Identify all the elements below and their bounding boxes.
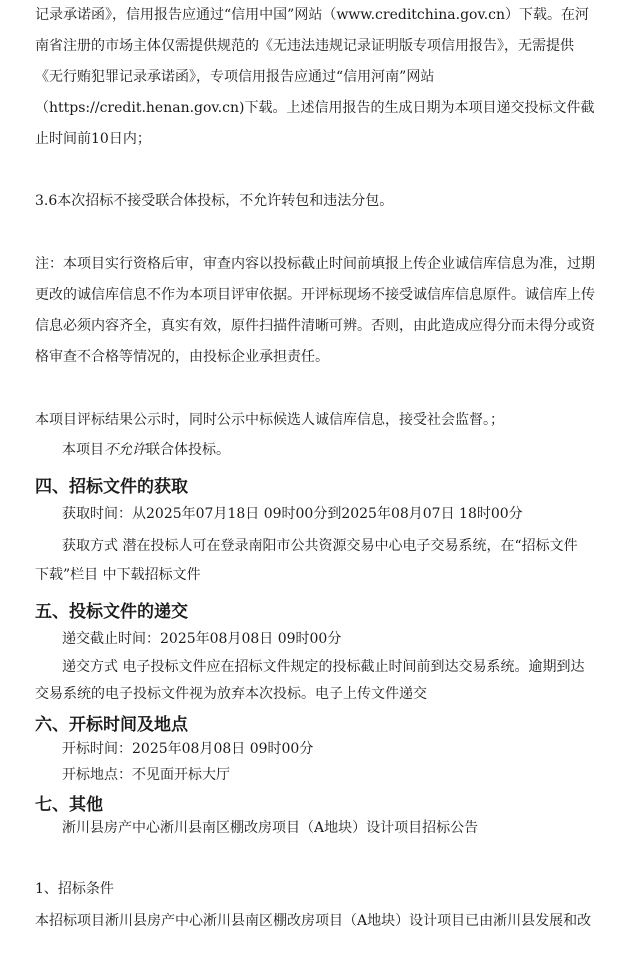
note-line2: 更改的诚信库信息不作为本项目评审依据。开评标现场不接受诚信库信息原件。诚信库上传 bbox=[35, 287, 595, 303]
section-5-heading: 五、投标文件的递交 bbox=[35, 602, 188, 622]
para1-line2: 南省注册的市场主体仅需提供规范的《无违法违规记录证明版专项信用报告》，无需提供 bbox=[35, 38, 574, 54]
opening-time: 开标时间：2025年08月08日 09时00分 bbox=[62, 741, 314, 757]
para1-line1: 记录承诺函》，信用报告应通过“信用中国”网站（www.creditchina.gov.cn）下载。在河 bbox=[35, 7, 590, 23]
consortium-line bbox=[62, 441, 230, 459]
section-4-heading: 四、招标文件的获取 bbox=[35, 477, 188, 497]
obtain-time: 获取时间：从2025年07月18日 09时00分到2025年08月07日 18时00分 bbox=[62, 506, 523, 522]
para1-line4: （https://credit.henan.gov.cn)下载。上述信用报告的生成日期为本项目递交投标文件截 bbox=[35, 100, 595, 116]
item-3-6: 3.6本次招标不接受联合体投标，不允许转包和违法分包。 bbox=[35, 193, 394, 209]
note-line1: 注：本项目实行资格后审，审查内容以投标截止时间前填报上传企业诚信库信息为准，过期 bbox=[35, 256, 595, 272]
submit-deadline: 递交截止时间：2025年08月08日 09时00分 bbox=[62, 631, 342, 647]
submit-method-line1: 递交方式 电子投标文件应在招标文件规定的投标截止时间前到达交易系统。逾期到达 bbox=[62, 659, 585, 675]
para1-line3: 《无行贿犯罪记录承诺函》，专项信用报告应通过“信用河南”网站 bbox=[35, 69, 435, 85]
para1-line5: 止时间前10日内； bbox=[35, 131, 151, 147]
note-line4: 格审查不合格等情况的，由投标企业承担责任。 bbox=[35, 349, 329, 365]
announcement-title: 淅川县房产中心淅川县南区棚改房项目（A地块）设计项目招标公告 bbox=[62, 820, 479, 836]
obtain-method-line1: 获取方式 潜在投标人可在登录南阳市公共资源交易中心电子交易系统，在“招标文件 bbox=[62, 538, 578, 554]
opening-place: 开标地点：不见面开标大厅 bbox=[62, 767, 230, 783]
consortium-suffix: 联合体投标。 bbox=[146, 442, 230, 458]
conditions-heading: 1、招标条件 bbox=[35, 881, 114, 897]
publicity-line: 本项目评标结果公示时，同时公示中标候选人诚信库信息，接受社会监督。； bbox=[35, 412, 504, 428]
submit-method-line2: 交易系统的电子投标文件视为放弃本次投标。电子上传文件递交 bbox=[35, 686, 427, 702]
consortium-italic: 不允许 bbox=[104, 442, 146, 458]
section-7-heading: 七、其他 bbox=[35, 795, 103, 815]
obtain-method-line2: 下载”栏目 中下载招标文件 bbox=[35, 567, 201, 583]
consortium-prefix: 本项目 bbox=[62, 442, 104, 458]
note-line3: 信息必须内容齐全，真实有效，原件扫描件清晰可辨。否则，由此造成应得分而未得分或资 bbox=[35, 318, 595, 334]
conditions-line: 本招标项目淅川县房产中心淅川县南区棚改房项目（A地块）设计项目已由淅川县发展和改 bbox=[35, 913, 592, 929]
section-6-heading: 六、开标时间及地点 bbox=[35, 715, 188, 735]
